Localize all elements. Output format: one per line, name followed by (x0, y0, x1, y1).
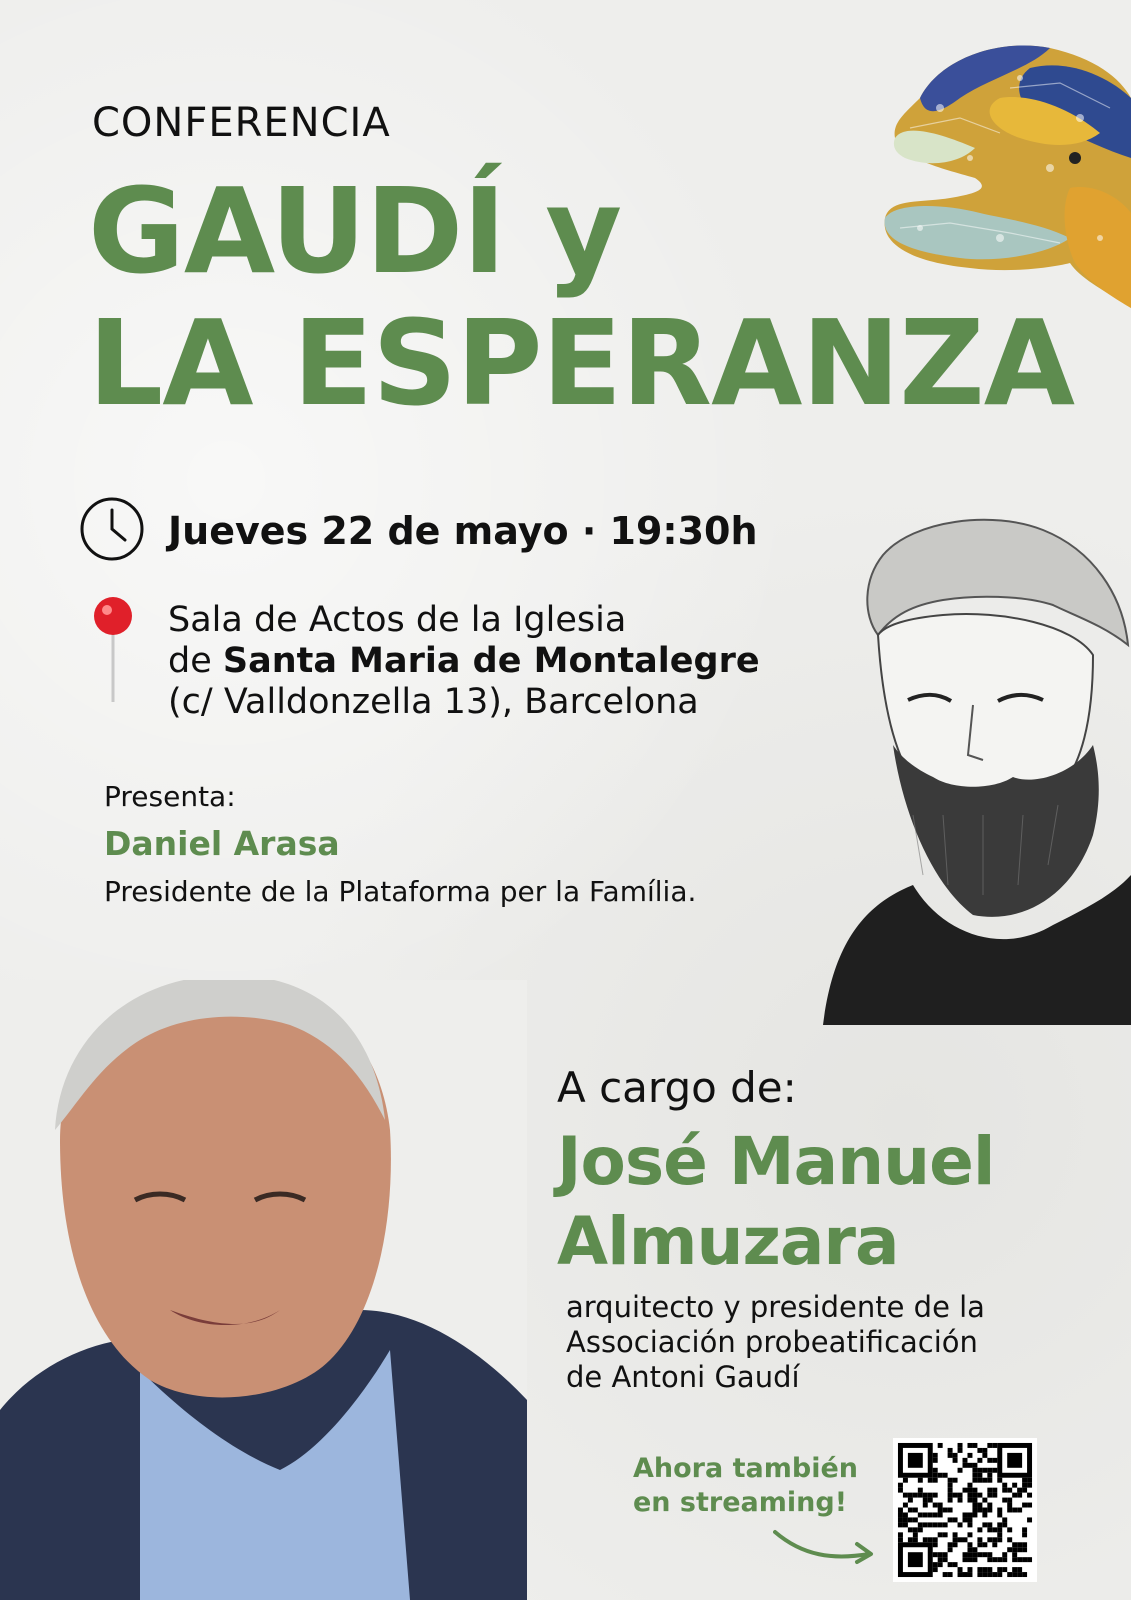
speaker-role-line-2: Associación probeatificación (566, 1325, 978, 1359)
streaming-note (633, 1452, 858, 1520)
presenter-label: Presenta: (104, 780, 236, 813)
clock-icon (79, 496, 145, 562)
venue-church-name: Santa Maria de Montalegre (222, 641, 760, 681)
event-venue (168, 600, 760, 723)
presenter-role: Presidente de la Plataforma per la Família. (104, 875, 697, 908)
event-datetime: Jueves 22 de mayo · 19:30h (168, 509, 758, 553)
venue-line-1: Sala de Actos de la Iglesia (168, 600, 627, 640)
venue-prefix: de (168, 641, 223, 681)
speaker-role (566, 1290, 985, 1395)
streaming-line-1: Ahora también (633, 1453, 858, 1484)
speaker-role-line-3: de Antoni Gaudí (566, 1360, 800, 1394)
speaker-name-line-2: Almuzara (557, 1203, 899, 1280)
qr-code[interactable] (893, 1438, 1037, 1582)
speaker-label: A cargo de: (557, 1063, 797, 1112)
venue-line-3: (c/ Valldonzella 13), Barcelona (168, 682, 699, 722)
title-line-2: LA ESPERANZA (88, 294, 1075, 432)
speaker-photo (0, 980, 527, 1600)
title-line-1: GAUDÍ y (88, 162, 622, 300)
speaker-name (557, 1122, 995, 1282)
venue-line-2 (168, 641, 760, 682)
speaker-name-line-1: José Manuel (557, 1123, 995, 1200)
conference-kicker: CONFERENCIA (92, 100, 391, 146)
speaker-role-line-1: arquitecto y presidente de la (566, 1290, 985, 1324)
streaming-line-2: en streaming! (633, 1487, 848, 1518)
presenter-name: Daniel Arasa (104, 824, 340, 863)
arrow-icon (773, 1526, 878, 1566)
mosaic-lizard-image (880, 38, 1131, 308)
gaudi-portrait-sketch (823, 515, 1131, 1025)
map-pin-icon (92, 596, 134, 706)
